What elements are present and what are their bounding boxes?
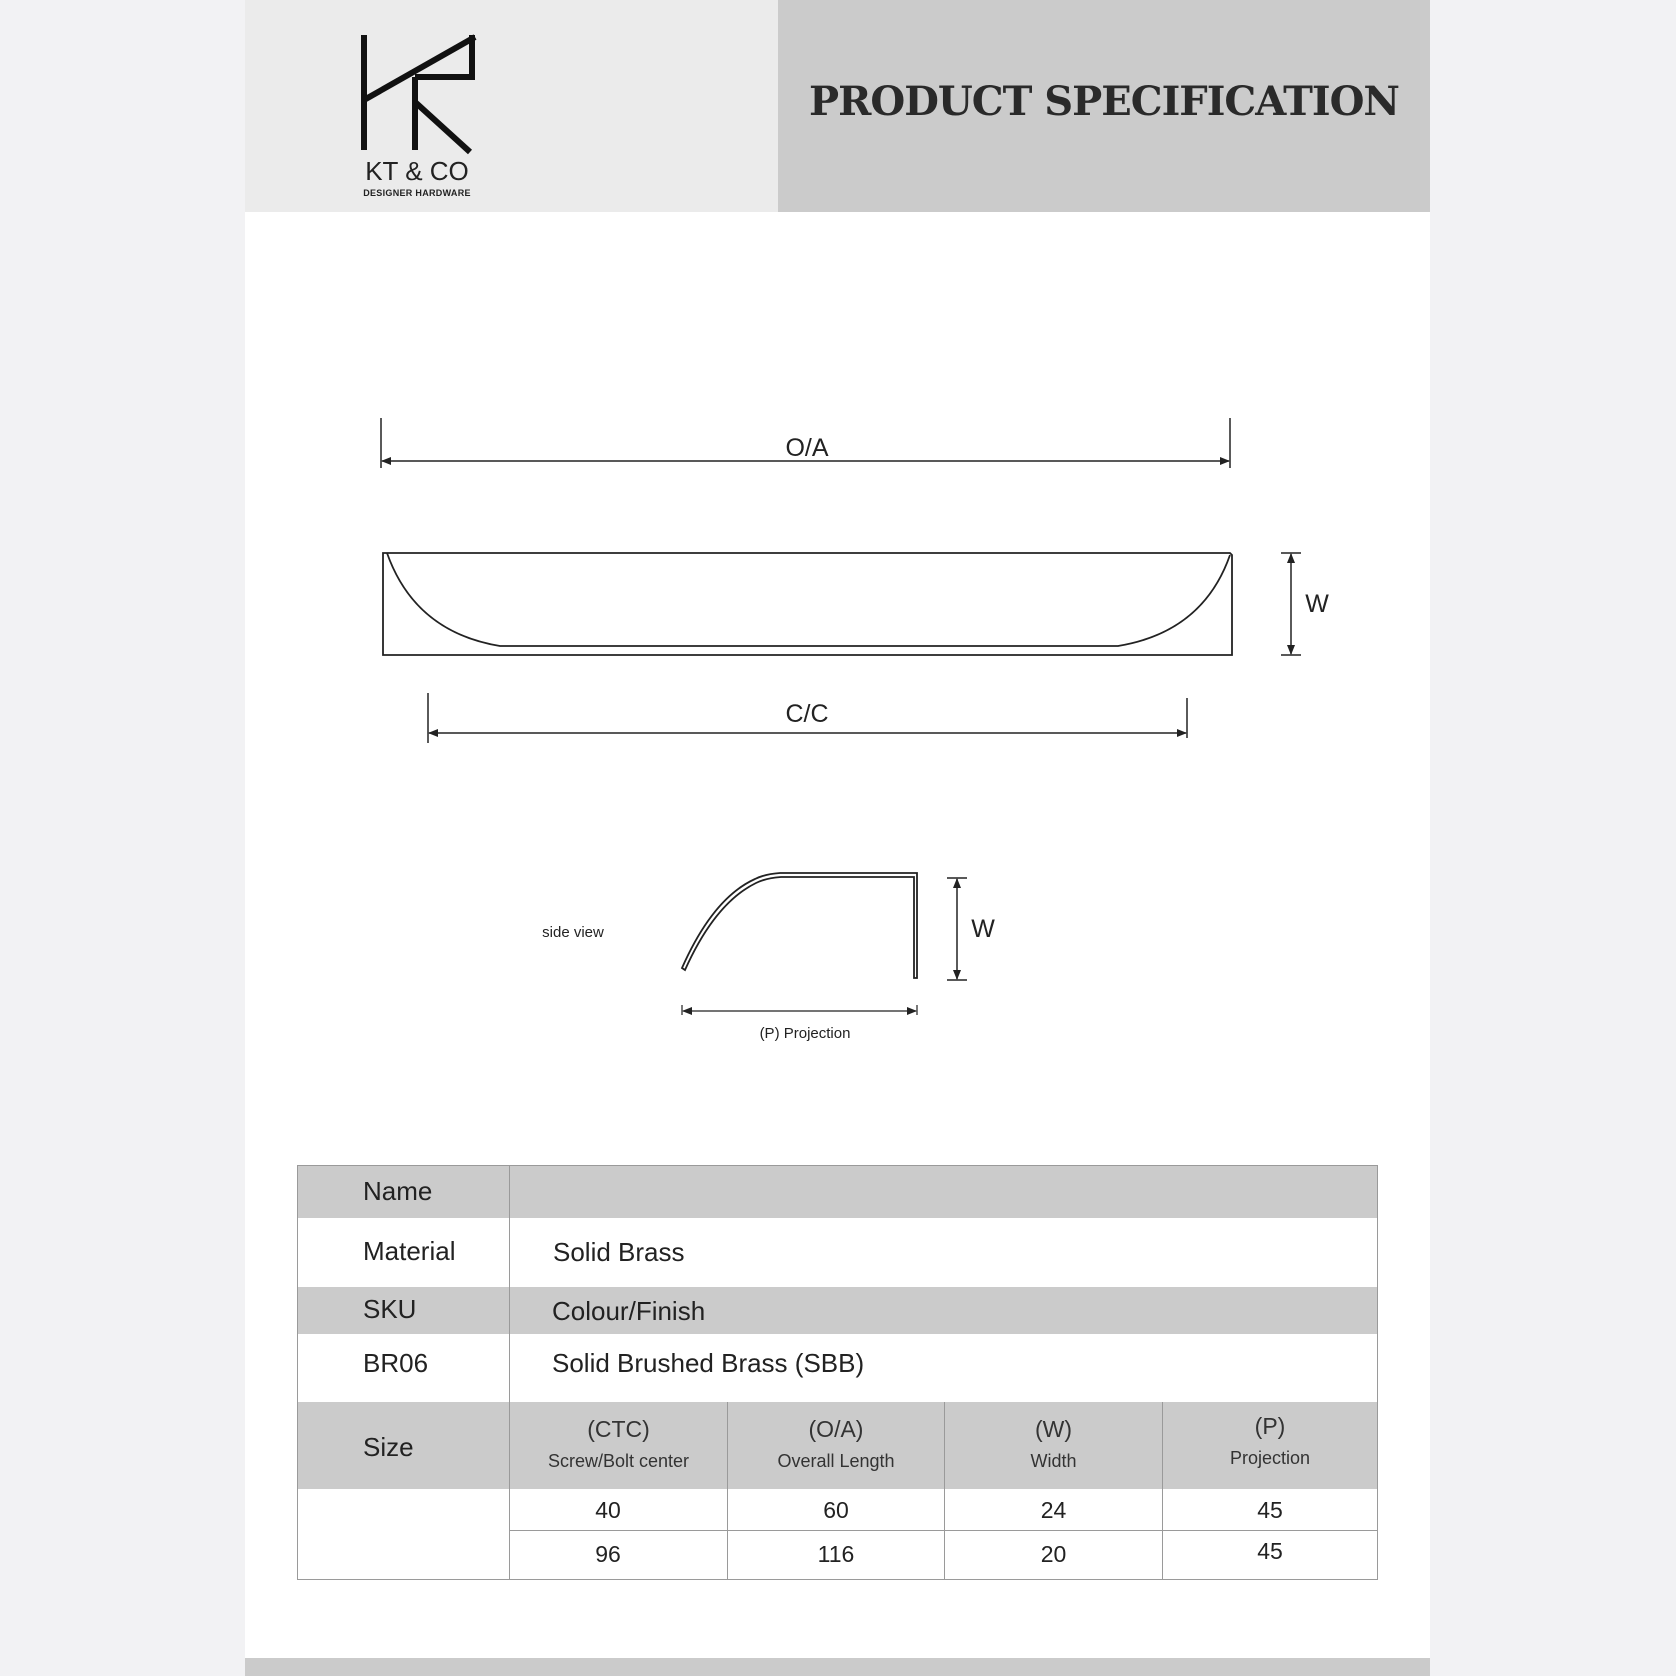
footer-bar xyxy=(245,1658,1430,1676)
projection-dimension xyxy=(682,1005,917,1042)
width-dimension xyxy=(1281,553,1329,655)
table-cell: 20 xyxy=(1040,1541,1067,1567)
table-cell: 45 xyxy=(1257,1497,1283,1523)
name-label: Name xyxy=(363,1176,433,1206)
table-cell: 45 xyxy=(1257,1538,1283,1564)
brand-tagline: DESIGNER HARDWARE xyxy=(363,188,471,198)
material-value: Solid Brass xyxy=(553,1237,685,1267)
column-header-p: (P) Projection xyxy=(1229,1413,1311,1468)
table-cell: 40 xyxy=(595,1497,621,1523)
side-width-label: W xyxy=(971,915,995,943)
sku-header-row xyxy=(298,1287,1377,1334)
row-divider xyxy=(509,1530,1377,1531)
center-to-center-label: C/C xyxy=(785,700,829,728)
brand-name: KT & CO xyxy=(365,156,469,186)
name-row xyxy=(298,1166,1377,1218)
side-view-label: side view xyxy=(542,924,604,941)
material-row xyxy=(298,1218,1377,1287)
finish-value: Solid Brushed Brass (SBB) xyxy=(552,1348,865,1378)
side-width-dimension xyxy=(947,878,995,980)
center-to-center-dimension xyxy=(428,693,1187,743)
technical-drawing xyxy=(245,0,1430,1100)
table-cell: 60 xyxy=(823,1497,849,1523)
spec-table xyxy=(297,1165,1378,1580)
overall-length-label: O/A xyxy=(785,434,829,462)
sku-value: BR06 xyxy=(363,1348,429,1378)
width-label: W xyxy=(1305,590,1329,618)
column-header-oa: (O/A) Overall Length xyxy=(777,1416,895,1471)
table-cell: 96 xyxy=(595,1541,621,1567)
page-title: PRODUCT SPECIFICATION xyxy=(809,78,1399,125)
spec-sheet xyxy=(245,0,1430,1676)
projection-label: (P) Projection xyxy=(759,1025,851,1042)
overall-length-dimension xyxy=(381,418,1230,468)
column-header-ctc: (CTC) Screw/Bolt center xyxy=(547,1416,690,1471)
table-cell: 24 xyxy=(1040,1497,1067,1523)
finish-label: Colour/Finish xyxy=(552,1296,706,1326)
handle-side-view xyxy=(682,873,917,978)
material-label: Material xyxy=(363,1236,456,1266)
size-label: Size xyxy=(363,1432,414,1462)
column-header-w: (W) Width xyxy=(1030,1416,1077,1471)
table-cell: 116 xyxy=(817,1541,855,1567)
sku-label: SKU xyxy=(363,1294,417,1324)
handle-front-view xyxy=(383,553,1232,655)
